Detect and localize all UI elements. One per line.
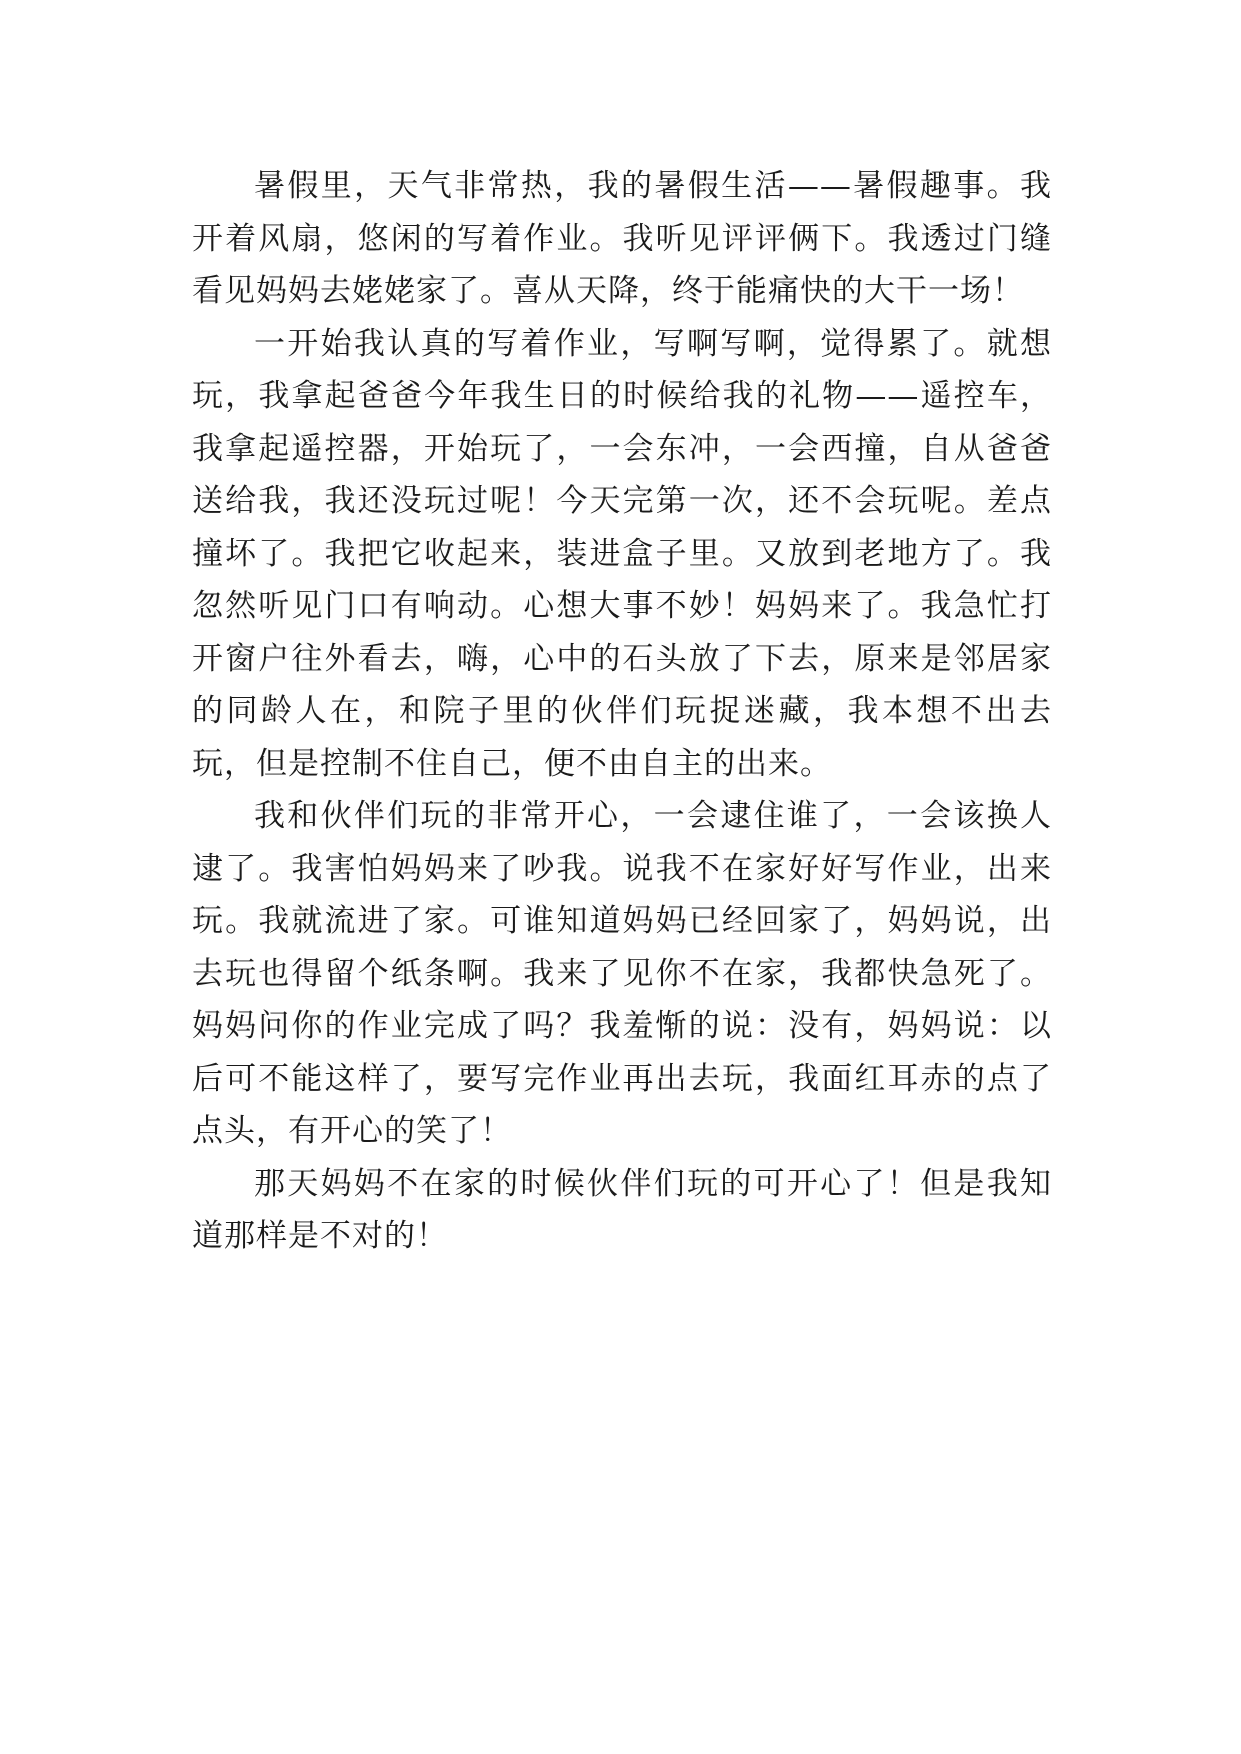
paragraph-1: 暑假里，天气非常热，我的暑假生活——暑假趣事。我开着风扇，悠闲的写着作业。我听见评评俩下。我透过门缝看见妈妈去姥姥家了。喜从天降，终于能痛快的大干一场！ bbox=[192, 168, 1052, 309]
paragraph-4: 那天妈妈不在家的时候伙伴们玩的可开心了！但是我知道那样是不对的！ bbox=[192, 1165, 1052, 1254]
essay-body bbox=[192, 160, 1052, 1263]
paragraph-2: 一开始我认真的写着作业，写啊写啊，觉得累了。就想玩，我拿起爸爸今年我生日的时候给我的礼物——遥控车，我拿起遥控器，开始玩了，一会东冲，一会西撞，自从爸爸送给我，我还没玩过呢！今天完第一次，还不会玩呢。差点撞坏了。我把它收起来，装进盒子里。又放到老地方了。我忽然听见门口有响动。心想大事不妙！妈妈来了。我急忙打开窗户往外看去，嗨，心中的石头放了下去，原来是邻居家的同龄人在，和院子里的伙伴们玩捉迷藏，我本想不出去玩，但是控制不住自己，便不由自主的出来。 bbox=[192, 325, 1052, 782]
paragraph-3: 我和伙伴们玩的非常开心，一会逮住谁了，一会该换人逮了。我害怕妈妈来了吵我。说我不在家好好写作业，出来玩。我就流进了家。可谁知道妈妈已经回家了，妈妈说，出去玩也得留个纸条啊。我来了见你不在家，我都快急死了。妈妈问你的作业完成了吗？我羞惭的说：没有，妈妈说：以后可不能这样了，要写完作业再出去玩，我面红耳赤的点了点头，有开心的笑了！ bbox=[192, 798, 1052, 1149]
